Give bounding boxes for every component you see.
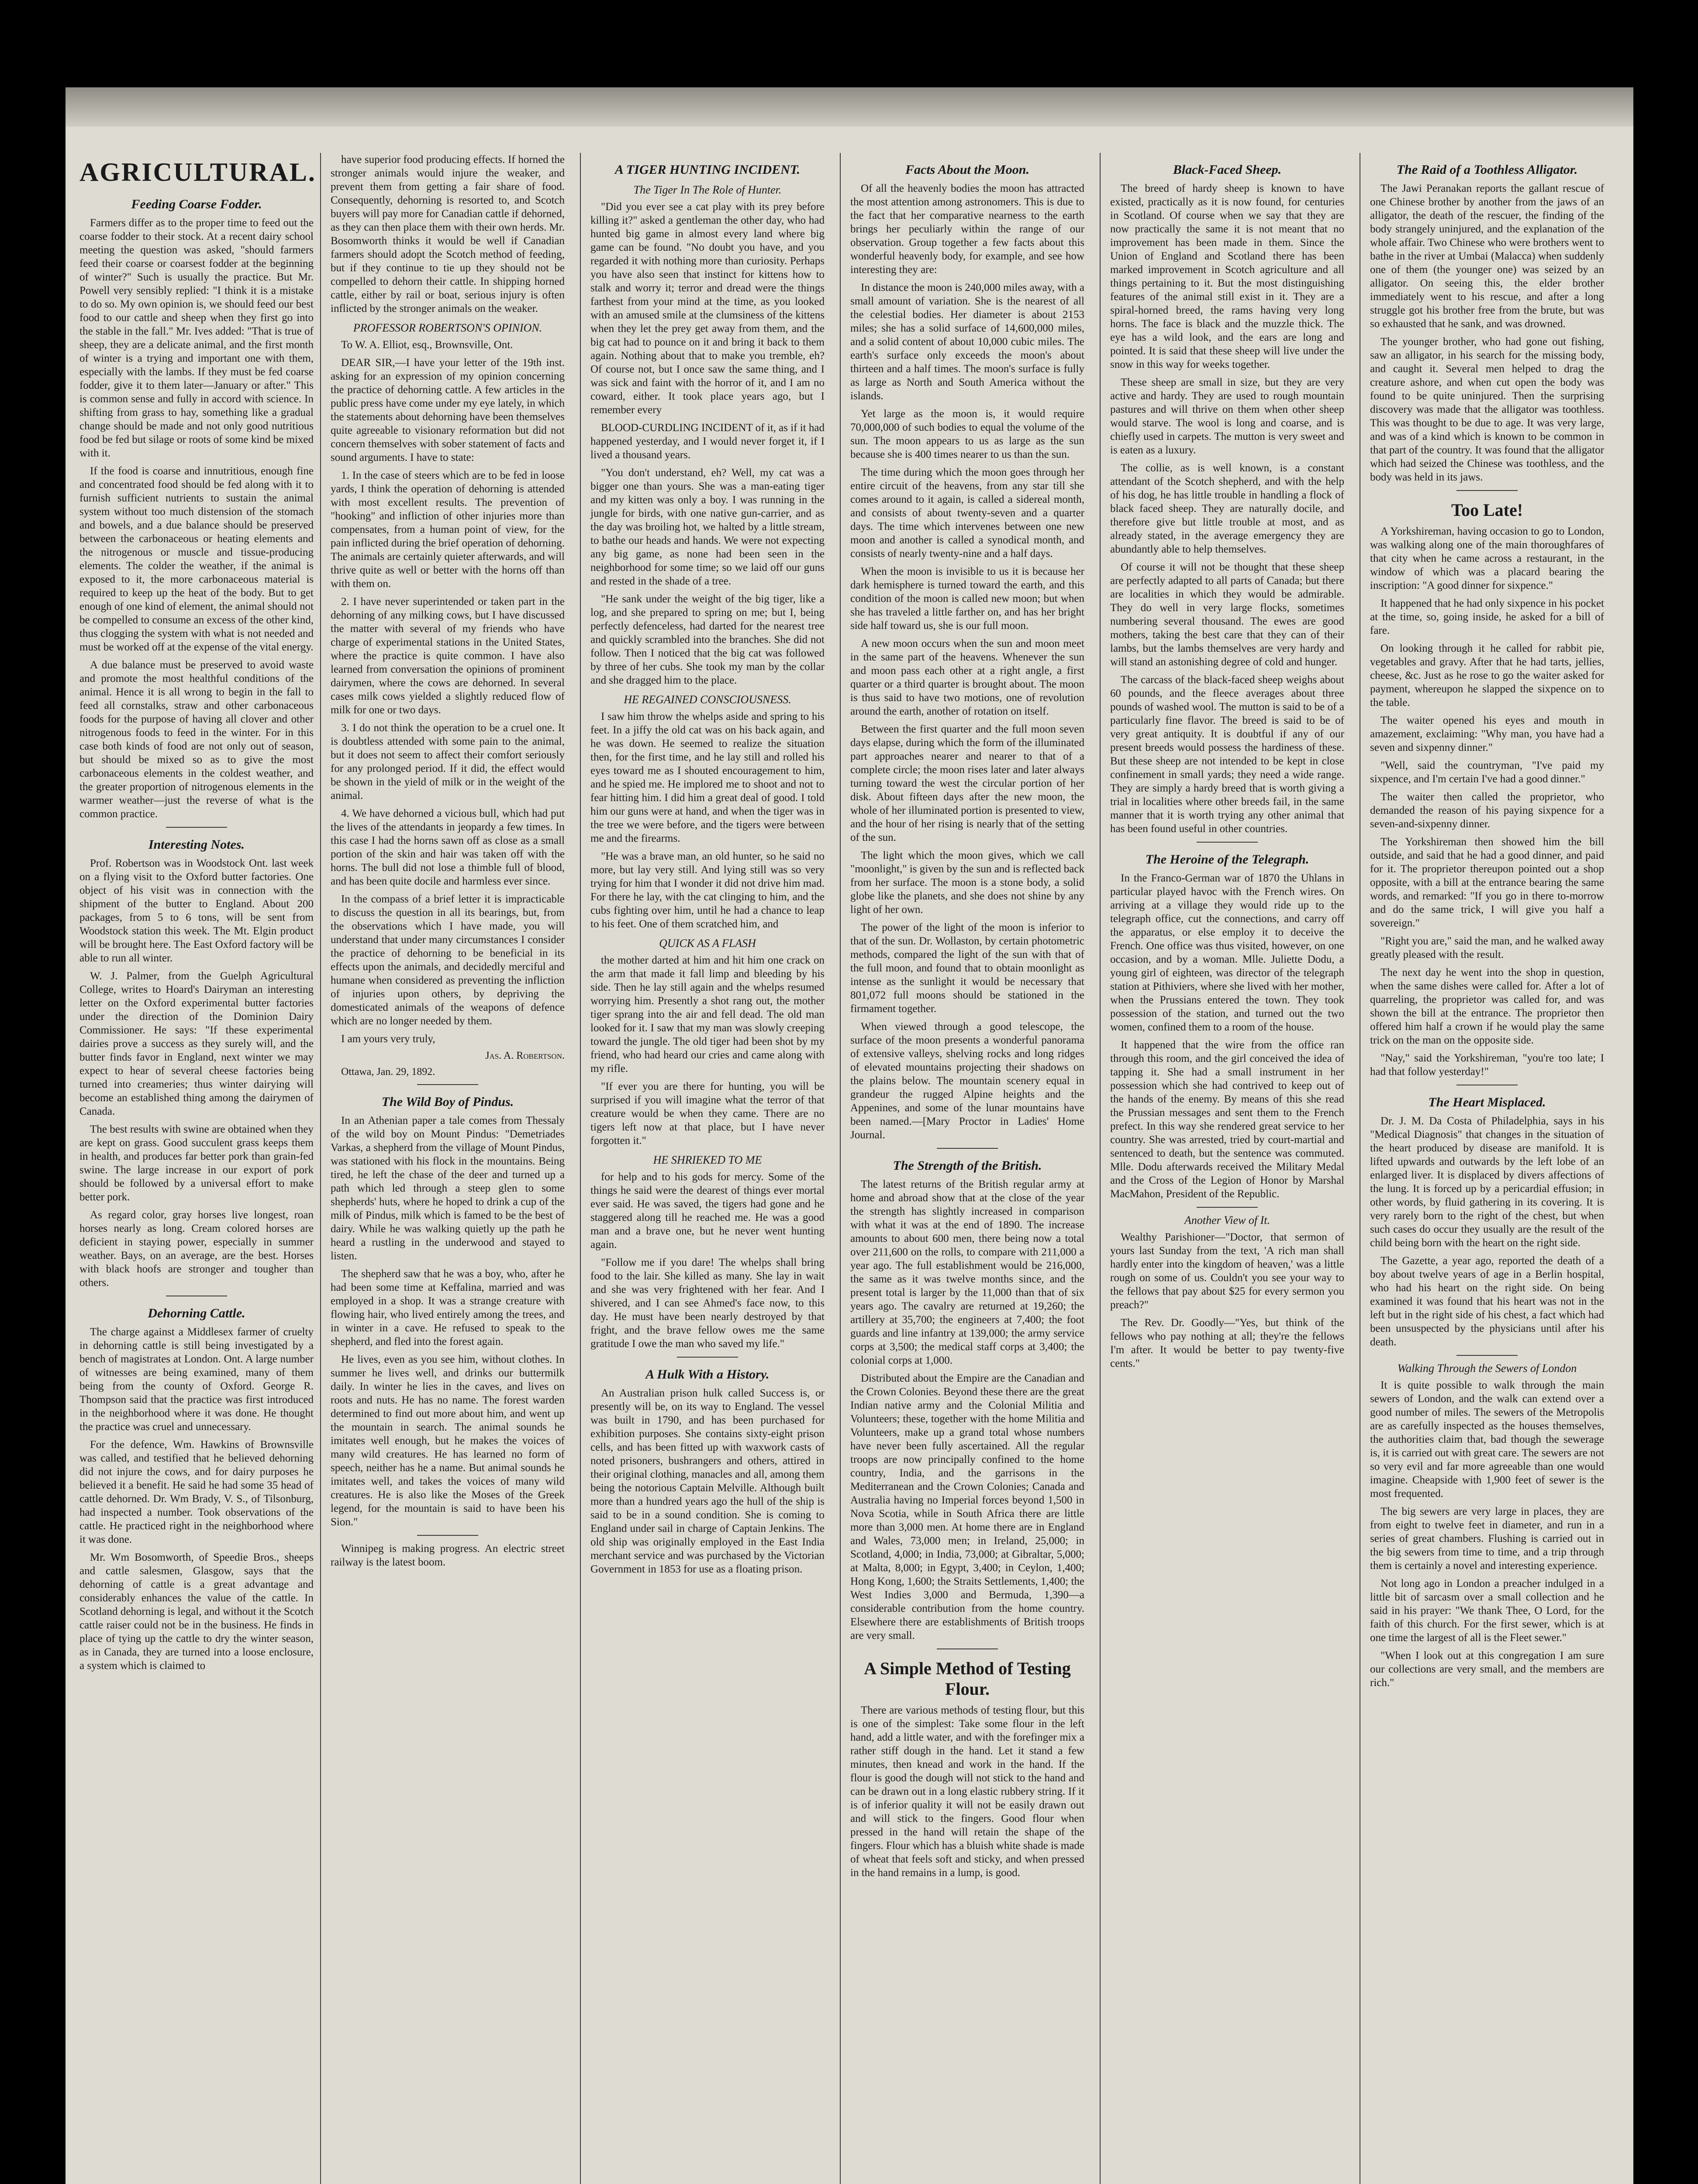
article-heading: The Raid of a Toothless Alligator. xyxy=(1396,162,1578,177)
article-paragraph: Wealthy Parishioner—"Doctor, that sermon of yours last Sunday from the text, 'A rich man shall hardly enter into the kingdom of heaven,' was a little rough on some of us. Couldn't you see your way to the fellows that pay about $25 for every sermon you preach?" xyxy=(1110,1231,1344,1311)
article-paragraph: W. J. Palmer, from the Guelph Agricultural College, writes to Hoard's Dairyman an interesting letter on the Oxford experimental butter factories under the direction of the Dominion Dairy Commissioner. He says: "If these experimental dairies prove a success as they surely will, and the butter finds favor in England, next winter we may expect to hear of several cheese factories being turned into creameries; thus winter dairying will become an established thing among the dairymen of Canada. xyxy=(79,970,314,1117)
article-paragraph: Dr. J. M. Da Costa of Philadelphia, says in his "Medical Diagnosis" that changes in the situation of the heart produced by disease are manifold. It is lifted upwards and outwards by the left lobe of an enlarged liver. It is displaced by divers affections of the lung. It is forced up by a pericardial effusion; in other words, by fluid gathering in its covering. It is very rarely born to the right of the chest, but when such cases do occur they usually are the result of the child being born with the heart on the right side. xyxy=(1370,1115,1604,1249)
section-masthead: AGRICULTURAL. xyxy=(79,158,316,187)
article-paragraph: An Australian prison hulk called Success is, or presently will be, on its way to England. The vessel was built in 1790, and has been purchased for exhibition purposes. She contains sixty-eight prison cells, and has been fitted up with waxwork casts of noted prisoners, bushrangers and others, attired in their original clothing, manacles and all, among them being the notorious Captain Melville. Although built more than a hundred years ago the hull of the ship is said to be in a sound condition. She is coming to England under sail in charge of Captain Jenkins. The old ship was originally employed in the East India merchant service and was purchased by the Victorian Government in 1853 for use as a floating prison. xyxy=(590,1387,825,1575)
dateline: Ottawa, Jan. 29, 1892. xyxy=(341,1066,435,1078)
article-paragraph: Prof. Robertson was in Woodstock Ont. last week on a flying visit to the Oxford butter factories. One object of his visit was in connection with the shipment of the butter to England. About 200 packages, from 5 to 6 tons, will be sent from Woodstock station this week. The Mt. Elgin product will be brought here. The East Oxford factory will be able to run all winter. xyxy=(79,857,314,964)
article-paragraph: The Gazette, a year ago, reported the death of a boy about twelve years of age in a Berlin hospital, who had his heart on the right side. On being examined it was found that his heart was not in the left but in the right side of his chest, a fact which had been unsuspected by the physicians until after his death. xyxy=(1370,1255,1604,1348)
article-paragraph: The Jawi Peranakan reports the gallant rescue of one Chinese brother by another from the jaws of an alligator, the death of the rescuer, the finding of the body strangely uninjured, and the explanation of the whole affair. Two Chinese who were brothers went to bathe in the river at Umbai (Malacca) when suddenly one of them (the younger one) was seized by an alligator. On seeing this, the elder brother immediately went to his rescue, and after a long struggle got his brother free from the brute, but was so exhausted that he sank, and was drowned. xyxy=(1370,183,1604,330)
article-paragraph: As regard color, gray horses live longest, roan horses nearly as long. Cream colored horses are deficient in staying power, especially in summer weather. Bays, on an average, are the best. Horses with black hoofs are stronger and tougher than others. xyxy=(79,1209,314,1289)
article-paragraph: The waiter then called the proprietor, who demanded the reason of his paying sixpence for a seven-and-sixpenny dinner. xyxy=(1370,791,1604,830)
article-paragraph: "Did you ever see a cat play with its prey before killing it?" asked a gentleman the other day, who had hunted big game in almost every land where big game can be found. "No doubt you have, and you regarded it with nothing more than curiosity. Perhaps you have also seen that instinct for kittens how to stalk and worry it; terror and dread were the things farthest from your mind at the time, as you looked with an amused smile at the clumsiness of the kittens when they let the prey get away from them, and the big cat had to pounce on it and bring it back to them again. Nothing about that to make you tremble, eh? Of course not, but I once saw the same thing, and I was sick and faint with the horror of it, and I am no coward, either. It took place years ago, but I remember every xyxy=(590,201,825,416)
column-rule xyxy=(320,153,321,2184)
article-paragraph: The waiter opened his eyes and mouth in amazement, exclaiming: "Why man, you have had a seven and sixpenny dinner." xyxy=(1370,715,1604,753)
article-paragraph: He lives, even as you see him, without clothes. In summer he lives well, and drinks our buttermilk daily. In winter he lies in the caves, and lives on roots and nuts. He has no name. The forest warden determined to find out more about him, and went up the mountain in search. The animal sounds he imitates well enough, but he makes the voices of many wild creatures. He has learned no form of speech, neither has he a name. But animal sounds he imitates well, and takes the voices of many wild creatures. He is also like the Moses of the Greek legend, for the mountain is said to have been his Sion." xyxy=(331,1354,565,1528)
column-4 xyxy=(845,153,1090,2184)
column-3 xyxy=(585,153,830,2184)
article-paragraph: DEAR SIR,—I have your letter of the 19th inst. asking for an expression of my opinion concerning the practice of dehorning cattle. A few articles in the public press have come under my eye lately, in which the statements about dehorning have been themselves quite agreeable to visionary reformation but did not concern themselves with sober statement of facts and sound arguments. I have to state: xyxy=(331,357,565,463)
article-paragraph: "Right you are," said the man, and he walked away greatly pleased with the result. xyxy=(1370,935,1604,961)
column-2 xyxy=(325,153,570,2184)
article-subheading: HE REGAINED CONSCIOUSNESS. xyxy=(624,693,791,706)
article-heading: The Heroine of the Telegraph. xyxy=(1145,852,1309,867)
newspaper-page xyxy=(66,87,1633,2184)
article-paragraph: "Follow me if you dare! The whelps shall bring food to the lair. She killed as many. She lay in wait and she was very frightened with her fear. And I shivered, and I can see Ahmed's face now, to this day. He must have been nearly destroyed by that fright, and the brave fellow owes me the same gratitude I owe the man who saved my life." xyxy=(590,1257,825,1350)
article-paragraph: The charge against a Middlesex farmer of cruelty in dehorning cattle is still being investigated by a bench of magistrates at London. Ont. A large number of witnesses are being examined, many of them being from the county of Oxford. George R. Thompson said that the practice was first introduced in the neighborhood where it was done. He thought the practice was cruel and unnecessary. xyxy=(79,1326,314,1433)
article-subheading: Another View of It. xyxy=(1184,1214,1270,1227)
article-heading: Dehorning Cattle. xyxy=(148,1306,245,1320)
article-paragraph: have superior food producing effects. If horned the stronger animals would injure the weaker, and prevent them from getting a fair share of food. Consequently, dehorning is resorted to, and Scotch buyers will pay more for Canadian cattle if dehorned, as they can then place them with their own herds. Mr. Bosomworth thinks it would be well if Canadian farmers should adopt the Scotch method of feeding, but if they continue to tie up they should not be compelled to dehorn their cattle. In shipping horned cattle, either by rail or boat, serious injury is often inflicted by the stronger animals on the weaker. xyxy=(331,154,565,314)
article-subheading: HE SHRIEKED TO ME xyxy=(653,1154,762,1166)
article-paragraph: Of all the heavenly bodies the moon has attracted the most attention among astronomers. This is due to the fact that her comparative nearness to the earth brings her peculiarly within the range of our observation. Group together a few facts about this wonderful heavenly body, for example, and see how interesting they are: xyxy=(850,183,1084,276)
article-paragraph: It happened that he had only sixpence in his pocket at the time, so, going inside, he asked for a bill of fare. xyxy=(1370,598,1604,636)
article-subheading: QUICK AS A FLASH xyxy=(659,937,756,950)
article-paragraph: I am yours very truly, xyxy=(341,1033,435,1045)
article-paragraph: 1. In the case of steers which are to be fed in loose yards, I think the operation of dehorning is attended with most excellent results. The prevention of "hooking" and infliction of other injuries more than compensates, from a human point of view, for the pain inflicted during the brief operation of dehorning. The animals are certainly quieter afterwards, and will thrive quite as well or better with the horns off than with them on. xyxy=(331,470,565,590)
article-subheading: The Tiger In The Role of Hunter. xyxy=(633,183,782,196)
article-paragraph: "If ever you are there for hunting, you will be surprised if you will imagine what the terror of that creature would be when they came. There are no tigers left now at that place, but I have never forgotten it." xyxy=(590,1081,825,1147)
article-heading: A TIGER HUNTING INCIDENT. xyxy=(615,162,800,177)
article-paragraph: Winnipeg is making progress. An electric street railway is the latest boom. xyxy=(331,1543,565,1568)
article-paragraph: If the food is coarse and innutritious, enough fine and concentrated food should be fed along with it to furnish sufficient nutrients to sustain the animal system without too much distension of the stomach and bowels, and a due balance should be preserved between the carbonaceous or heating elements and the nitrogenous or muscle and tissue-producing elements. The colder the weather, if the animal is exposed to it, the more carbonaceous material is required to keep up the heat of the body. But to get enough of one kind of element, the animal should not be compelled to consume an excess of the other kind, thus clogging the system with what is not needed and must be worked off at the expense of the vital energy. xyxy=(79,465,314,653)
article-paragraph: The big sewers are very large in places, they are from eight to twelve feet in diameter, and run in a series of great chambers. Flushing is carried out in the big sewers from time to time, and a trip through them is certainly a novel and interesting experience. xyxy=(1370,1506,1604,1572)
article-heading: Feeding Coarse Fodder. xyxy=(131,197,262,211)
article-paragraph: For the defence, Wm. Hawkins of Brownsville was called, and testified that he believed dehorning did not injure the cows, and for dairy purposes he believed it a benefit. He said he had some 35 head of cattle dehorned. Dr. Wm Brady, V. S., of Tilsonburg, had inspected a number. Took observations of the cattle. He practiced right in the neighborhood where it was done. xyxy=(79,1439,314,1545)
article-heading: The Strength of the British. xyxy=(893,1158,1042,1173)
article-heading: A Hulk With a History. xyxy=(645,1367,770,1382)
article-paragraph: Distributed about the Empire are the Canadian and the Crown Colonies. Beyond these there are the great Indian native army and the Colonial Militia and Volunteers; these, together with the home Militia and Volunteers, make up a grand total whose numbers have never been fully ascertained. All the regular troops are now principally confined to the home country, India, and the garrisons in the Mediterranean and the Crown Colonies; Canada and Australia having no Imperial forces beyond 1,500 in Nova Scotia, while in South Africa there are little more than 3,000 men. At home there are in England and Wales, 73,000 men; in Ireland, 25,000; in Scotland, 4,000; in India, 73,000; at Gibraltar, 5,000; at Malta, 8,000; in Egypt, 3,400; in Ceylon, 1,400; Hong Kong, 1,600; the Straits Settlements, 1,400; the West Indies 3,000 and Bermuda, 1,390—a considerable contribution from the home country. Elsewhere there are establishments of British troops are very small. xyxy=(850,1372,1084,1641)
article-paragraph: "He sank under the weight of the big tiger, like a log, and she prepared to spring on me; but I, being perfectly defenceless, had darted for the nearest tree and quickly scrambled into the branches. She did not follow. Then I noticed that the big cat was followed by three of her cubs. She took my man by the collar and she dragged him to the place. xyxy=(590,593,825,686)
column-rule xyxy=(840,153,841,2184)
article-paragraph: The time during which the moon goes through her entire circuit of the heavens, from any star till she comes around to it again, is called a sidereal month, and consists of about twenty-seven and a quarter days. The time which intervenes between one new moon and another is called a synodical month, and consists of nearly twenty-nine and a half days. xyxy=(850,467,1084,560)
divider xyxy=(1456,490,1518,491)
article-paragraph: These sheep are small in size, but they are very active and hardy. They are used to rough mountain pastures and will thrive on them when other sheep would starve. The wool is long and coarse, and is chiefly used in carpets. The mutton is very sweet and is eaten as a luxury. xyxy=(1110,377,1344,456)
article-subheading: Walking Through the Sewers of London xyxy=(1397,1362,1577,1375)
article-paragraph: 3. I do not think the operation to be a cruel one. It is doubtless attended with some pain to the animal, but it does not seem to affect their comfort seriously for any prolonged period. If it did, the effect would be shown in the yield of milk or in the weight of the animal. xyxy=(331,722,565,802)
article-paragraph: Not long ago in London a preacher indulged in a little bit of sarcasm over a small collection and he said in his prayer: "We thank Thee, O Lord, for the faith of this church. For the first sewer, which is at one time the largest of all is the Fleet sewer." xyxy=(1370,1578,1604,1644)
article-paragraph: In the compass of a brief letter it is impracticable to discuss the question in all its bearings, but, from the observations which I have made, you will understand that under many circumstances I consider the practice of dehorning to be beneficial in its effects upon the animals, and decidedly merciful and humane when considered as preventing the infliction of injuries upon others, by depriving the domesticated animals of the weapons of defence which are no longer needed by them. xyxy=(331,893,565,1027)
article-paragraph: The collie, as is well known, is a constant attendant of the Scotch shepherd, and with the help of his dog, he has little trouble in handling a flock of black faced sheep. They are naturally docile, and therefore give but little trouble at most, and as already stated, in the average emergency they are abundantly able to help themselves. xyxy=(1110,462,1344,555)
article-subheading: PROFESSOR ROBERTSON'S OPINION. xyxy=(353,321,542,334)
article-paragraph: Mr. Wm Bosomworth, of Speedie Bros., sheeps and cattle salesmen, Glasgow, says that the dehorning of cattle is a great advantage and considerably enhances the value of the cattle. In Scotland dehorning is legal, and without it the Scotch cattle raiser could not be in the business. He finds in place of tying up the cattle to dry the winter season, as in Canada, they are turned into a loose enclosure, a system which is claimed to xyxy=(79,1552,314,1672)
divider xyxy=(166,827,227,828)
article-paragraph: When the moon is invisible to us it is because her dark hemisphere is turned toward the earth, and this condition of the moon is called new moon; but when she has traveled a little farther on, and has her bright side half toward us, she is our full moon. xyxy=(850,566,1084,632)
article-paragraph: There are various methods of testing flour, but this is one of the simplest: Take some flour in the left hand, add a little water, and with the forefinger mix a rather stiff dough in the hand. Let it stand a few minutes, then knead and work in the hand. If the flour is good the dough will not stick to the hand and can be drawn out in a long elastic rubbery string. If it is of inferior quality it will not be easily drawn out and will stick to the fingers. Good flour when pressed in the hand will retain the shape of the fingers. Flour which has a bluish white shade is made of wheat that feels soft and sticky, and when pressed in the hand remains in a lump, is good. xyxy=(850,1704,1085,1879)
article-paragraph: "You don't understand, eh? Well, my cat was a bigger one than yours. She was a man-eating tiger and my kitten was only a boy. I was running in the jungle for birds, with one native gun-carrier, and as the day was broiling hot, we halted by a little stream, to bathe our heads and hands. We were not expecting any big game, as none had been seen in the neighborhood for some time; so we laid off our guns and rested in the shade of a tree. xyxy=(590,467,825,587)
column-1 xyxy=(74,153,319,2184)
article-paragraph: When viewed through a good telescope, the surface of the moon presents a wonderful panorama of extensive valleys, shelving rocks and long ridges of elevated mountains projecting their shadows on the plains below. The mountain scenery equal in grandeur the rugged Alpine heights and the Appenines, and some of the lunar mountains have been named.—[Mary Proctor in Ladies' Home Journal. xyxy=(850,1021,1084,1141)
article-paragraph: The latest returns of the British regular army at home and abroad show that at the close of the year the strength has slightly increased in comparison with what it was at the end of 1890. The increase amounts to about 600 men, there being now a total over 211,600 on the rolls, to compare with 211,000 a year ago. The full establishment would be 216,000, the same as it was twelve months since, and the present total is larger by the 11,000 than that of six years ago. The cavalry are returned at 19,260; the artillery at 35,700; the engineers at 7,400; the foot guards and line infantry at 139,000; the army service corps at 3,500; the medical staff corps at 3,400; the colonial corps at 1,000. xyxy=(850,1178,1084,1366)
column-5 xyxy=(1105,153,1349,2184)
article-paragraph: It happened that the wire from the office ran through this room, and the girl conceived the idea of tapping it. She had a small instrument in her possession which she had contrived to keep out of the hands of the enemy. By means of this she read the Prussian messages and sent them to the French prefect. In this way she rendered great service to her country. She was arrested, tried by court-martial and sentenced to death, but the sentence was commuted. Mlle. Dodu afterwards received the Military Medal and the Cross of the Legion of Honor by Marshal MacMahon, President of the Republic. xyxy=(1110,1039,1344,1200)
article-paragraph: "He was a brave man, an old hunter, so he said no more, but lay very still. And lying still was so very trying for him that I wonder it did not drive him mad. For there he lay, with the cat clinging to him, and the cubs fighting over him, until he had a chance to leap to his feet. One of them scratched him, and xyxy=(590,850,825,930)
article-paragraph: The shepherd saw that he was a boy, who, after he had been some time at Keffalina, married and was employed in a shop. It was a strange creature with flowing hair, who lived entirely among the trees, and in winter in a cave. He refused to speak to the shepherd, and fled into the forest again. xyxy=(331,1268,565,1348)
article-paragraph: The breed of hardy sheep is known to have existed, practically as it is now found, for centuries in Scotland. Of course when we say that they are now practically the same it is not meant that no improvement has been made in them. Since the Union of England and Scotland there has been marked improvement in Scotch agriculture and all things pertaining to it. But the most distinguishing features of the animal still exist in it. They are a spiral-horned breed, the rams having very long horns. The face is black and the muzzle thick. The eye has a wild look, and the ears are long and pointed. It is said that these sheep will live under the snow in this way for weeks together. xyxy=(1110,183,1344,370)
divider xyxy=(677,1357,738,1358)
article-paragraph: BLOOD-CURDLING INCIDENT of it, as if it had happened yesterday, and I would never forget it, if I lived a thousand years. xyxy=(590,422,825,461)
signature: Jas. A. Robertson. xyxy=(485,1050,565,1061)
divider xyxy=(937,1648,998,1649)
column-6 xyxy=(1365,153,1609,2184)
column-rule xyxy=(580,153,581,2184)
article-heading: Facts About the Moon. xyxy=(905,162,1029,177)
article-paragraph: "Nay," said the Yorkshireman, "you're too late; I had that follow yesterday!" xyxy=(1370,1052,1604,1078)
article-paragraph: On looking through it he called for rabbit pie, vegetables and gravy. After that he had tarts, jellies, cheese, &c. Just as he rose to go the waiter asked for payment, whereupon he slapped the sixpence on to the table. xyxy=(1370,643,1604,708)
article-paragraph: "Well, said the countryman, "I've paid my sixpence, and I'm certain I've had a good dinner." xyxy=(1370,760,1604,785)
article-paragraph: 4. We have dehorned a vicious bull, which had put the lives of the attendants in jeopardy a few times. In this case I had the horns sawn off as close as a small portion of the skin and hair was taken off with the horns. The bull did not lose a thimble full of blood, and has been quite docile and harmless ever since. xyxy=(331,808,565,887)
article-paragraph: The next day he went into the shop in question, when the same dishes were called for. After a lot of quarreling, the proprietor was called for, and was shown the bill at the entrance. The proprietor then offered him half a crown if he would play the same trick on the man on the opposite side. xyxy=(1370,967,1604,1046)
article-paragraph: The Rev. Dr. Goodly—"Yes, but think of the fellows who pay nothing at all; they're the fellows I'm after. It would be better to pay twenty-five cents." xyxy=(1110,1317,1344,1369)
article-paragraph: A due balance must be preserved to avoid waste and promote the most healthful conditions of the animal. Hence it is all wrong to begin in the fall to feed all cornstalks, straw and other carbonaceous foods for the purpose of having all clover and other nitrogenous foods to feed in the winter. For in this case both kinds of food are not only out of season, but should be mixed so as to give the most carbonaceous elements in the coldest weather, and the greater proportion of nitrogenous elements in the warmer weather—just the reverse of what is the common practice. xyxy=(79,659,314,820)
article-paragraph: To W. A. Elliot, esq., Brownsville, Ont. xyxy=(341,339,513,351)
article-paragraph: The younger brother, who had gone out fishing, saw an alligator, in his search for the missing body, and caught it. Several men helped to drag the creature ashore, and when cut open the body was found to be quite uninjured. Then the surprising discovery was made that the alligator was toothless. This was thought to be due to age. It was very large, and was of a kind which is known to be common in that part of the country. It was found that the alligator which had seized the Chinese was toothless, and the body was held in its jaws. xyxy=(1370,336,1604,483)
article-paragraph: A new moon occurs when the sun and moon meet in the same part of the heavens. Whenever the sun and moon pass each other at a right angle, a first quarter or a third quarter is brought about. The moon is thus said to have two motions, one of revolution around the earth, another of rotation on itself. xyxy=(850,638,1084,717)
divider xyxy=(1456,1355,1518,1356)
divider xyxy=(1197,1207,1258,1208)
scan-top-edge xyxy=(66,87,1633,127)
article-paragraph: Between the first quarter and the full moon seven days elapse, during which the form of the illuminated part approaches nearer and nearer to that of a complete circle; the moon rises later and later always turning toward the west the circular portion of her disk. About fifteen days after the new moon, the whole of her illuminated portion is presented to view, and the hour of her rising is nearly that of the setting of the sun. xyxy=(850,723,1084,843)
divider xyxy=(1197,842,1258,843)
article-paragraph: the mother darted at him and hit him one crack on the arm that made it fall limp and bleeding by his side. Then he lay still again and the whelps resumed worrying him. Presently a shot rang out, the mother tiger sprang into the air and fell dead. The old man looked for it. I saw that my man was slowly creeping toward the jungle. The old tiger had been shot by my friend, who had heard our cries and came along with my rifle. xyxy=(590,954,825,1075)
article-paragraph: A Yorkshireman, having occasion to go to London, was walking along one of the main thoroughfares of that city when he came across a restaurant, in the window of which was a placard bearing the inscription: "A good dinner for sixpence." xyxy=(1370,525,1604,591)
article-heading: The Heart Misplaced. xyxy=(1428,1095,1546,1109)
article-heading: Black-Faced Sheep. xyxy=(1173,162,1282,177)
article-paragraph: The light which the moon gives, which we call "moonlight," is given by the sun and is reflected back from her surface. The moon is a stone body, a solid globe like the planets, and she does not shine by any light of her own. xyxy=(850,850,1084,916)
divider xyxy=(417,1084,478,1085)
article-paragraph: Yet large as the moon is, it would require 70,000,000 of such bodies to equal the volume of the sun. The moon appears to us as large as the sun because she is 400 times nearer to us than the sun. xyxy=(850,408,1084,460)
article-paragraph: The best results with swine are obtained when they are kept on grass. Good succulent grass keeps them in health, and produces far better pork than grain-fed swine. The large increase in our export of pork should be followed by a universal effort to make better pork. xyxy=(79,1123,314,1203)
article-paragraph: "When I look out at this congregation I am sure our collections are very small, and the members are rich." xyxy=(1370,1650,1604,1689)
article-paragraph: 2. I have never superintended or taken part in the dehorning of any milking cows, but I have discussed the matter with several of my friends who have charge of experimental stations in the United States, where the practice is quite common. I have also learned from conversation the opinions of prominent dairymen, where the cows are dehorned. In several cases milk cows yielded a slightly reduced flow of milk for one or two days. xyxy=(331,596,565,716)
article-paragraph: I saw him throw the whelps aside and spring to his feet. In a jiffy the old cat was on his back again, and he was down. He seemed to realize the situation then, for the first time, and he lay still and rolled his eyes toward me as I shouted encouragement to him, and he spied me. He implored me to shoot and not to fear hitting him. I did him a great deal of good. I told him our guns were at hand, and when the tiger was in the tree we were before, and the tigers were between me and the firearms. xyxy=(590,711,825,844)
article-paragraph: The carcass of the black-faced sheep weighs about 60 pounds, and the fleece averages about three pounds of washed wool. The mutton is said to be of a particularly fine flavor. The breed is said to be of very great antiquity. It is doubtful if any of our present breeds would possess the hardiness of these. But these sheep are not intended to be kept in close confinement in small yards; they need a wide range. They are simply a hardy breed that is worth giving a trial in localities where other breeds fail, in the same manner that it is worth trying any other animal that has been found useful in other countries. xyxy=(1110,674,1344,835)
divider xyxy=(937,1148,998,1149)
article-paragraph: In the Franco-German war of 1870 the Uhlans in particular played havoc with the French wires. On arriving at a village they would ride up to the telegraph office, cut the connections, and carry off the apparatus, or else employ it to deceive the French. One office was thus visited, however, on one occasion, and by a woman. Mlle. Juliette Dodu, a young girl of eighteen, was director of the telegraph station at Pithiviers, where she lived with her mother, when the Prussians entered the town. They took possession of the station, and turned out the two women, confined them to a room of the house. xyxy=(1110,872,1344,1033)
article-paragraph: It is quite possible to walk through the main sewers of London, and the walk can extend over a good number of miles. The sewers of the Metropolis are as carefully inspected as the houses themselves, the authorities claim that, bad though the sewerage is, it is carried out with great care. The sewers are not so very evil and far more agreeable than one would imagine. Cheapside with 1,900 feet of sewer is the most frequented. xyxy=(1370,1379,1604,1500)
article-heading: Interesting Notes. xyxy=(148,837,245,852)
article-heading-large: Too Late! xyxy=(1451,500,1523,520)
article-paragraph: Farmers differ as to the proper time to feed out the coarse fodder to their stock. At a recent dairy school meeting the question was asked, "should farmers feed their coarse or coarsest fodder at the beginning of winter?" Such is usually the practice. But Mr. Powell very sensibly replied: "I think it is a mistake to do so. My own opinion is, we should feed our best food to our cattle and sheep when they first go into the stable in the fall." Mr. Ives added: "That is true of sheep, they are a delicate animal, and the first month of winter is a trying and important one with them, especially with the lambs. If they must be fed coarse fodder, give it to them later—January or after." This is common sense and fully in accord with science. In shifting from grass to hay, something like a gradual change should be made and not only good nutritious food be fed but silage or roots of some kind be mixed with it. xyxy=(79,217,314,459)
article-paragraph: for help and to his gods for mercy. Some of the things he said were the dearest of things ever mortal ever said. He was saved, the tigers had gone and he staggered along till he reached me. He was a good man and a brave one, but he never went hunting again. xyxy=(590,1171,825,1251)
article-heading: The Wild Boy of Pindus. xyxy=(381,1095,514,1109)
article-paragraph: The Yorkshireman then showed him the bill outside, and said that he had a good dinner, and paid for it. The proprietor thereupon pointed out a shop opposite, with a bill at the entrance bearing the same words, and remarked: "If you go in there to-morrow and do the same trick, I will give you half a sovereign." xyxy=(1370,836,1604,929)
article-paragraph: Of course it will not be thought that these sheep are perfectly adapted to all parts of Canada; but there are localities in which they would be admirable. They do well in very large flocks, sometimes numbering several thousand. The ewes are good mothers, taking the best care that they can of their lambs, but the lambs themselves are very hardy and will stand an astonishing degree of cold and hunger. xyxy=(1110,561,1344,668)
column-rule xyxy=(1100,153,1101,2184)
article-paragraph: In distance the moon is 240,000 miles away, with a small amount of variation. She is the nearest of all the celestial bodies. Her diameter is about 2153 miles; she has a solid surface of 14,600,000 miles, and a solid content of about 10,000 cubic miles. The earth's surface only exceeds the moon's about thirteen and a half times. The moon's surface is fully as large as North and South America without the islands. xyxy=(850,282,1084,402)
article-paragraph: The power of the light of the moon is inferior to that of the sun. Dr. Wollaston, by certain photometric methods, compared the light of the sun with that of the full moon, and found that to obtain moonlight as intense as the sunlight it would be necessary that 801,072 full moons should be stationed in the firmament together. xyxy=(850,922,1084,1015)
divider xyxy=(417,1535,478,1536)
article-heading-large: A Simple Method of Testing Flour. xyxy=(864,1659,1071,1699)
article-paragraph: In an Athenian paper a tale comes from Thessaly of the wild boy on Mount Pindus: "Demetriades Varkas, a shepherd from the village of Mount Pindus, was stationed with his flock in the mountains. Being tired, he left the chase of the deer and turned up a path which led through a steep glen to some shepherds' huts, where he hoped to drink a cup of the milk of Pindus, milk which is famed to be the best of dairy. While he was walking quietly up the path he heard a rustling in the underwood and stayed to listen. xyxy=(331,1115,565,1262)
